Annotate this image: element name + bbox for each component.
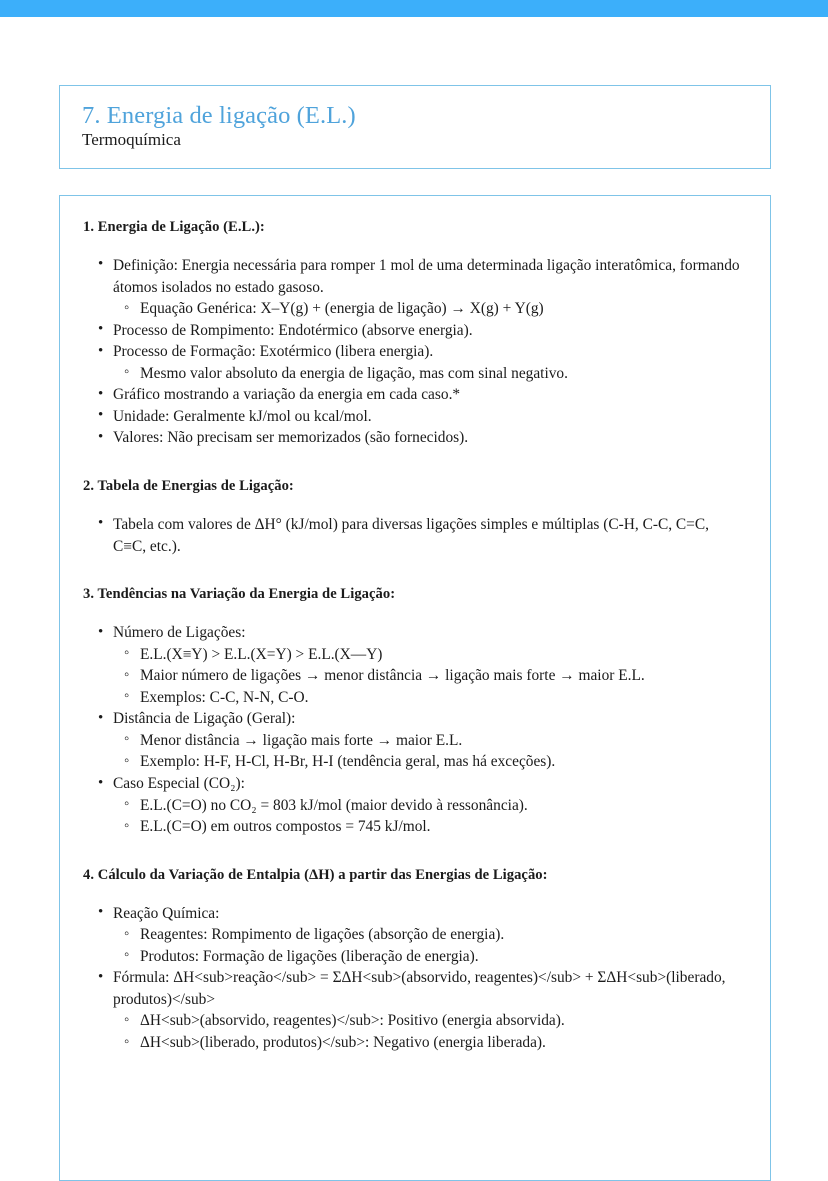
list-item-text: • Gráfico mostrando a variação da energia em cada caso.* — [113, 384, 744, 406]
sections-container — [82, 218, 744, 1054]
list-item — [82, 773, 744, 838]
sub-bullet-list — [113, 298, 744, 320]
list-item — [82, 341, 744, 384]
section-heading: 4. Cálculo da Variação de Entalpia (ΔH) a partir das Energias de Ligação: — [83, 866, 548, 883]
sub-list-item: ◦ ΔH<sub>(absorvido, reagentes)</sub>: Positivo (energia absorvida). — [113, 1010, 744, 1032]
sub-bullet-list — [113, 795, 744, 838]
sub-bullet-list — [113, 644, 744, 709]
bullet-list — [82, 622, 744, 838]
list-item — [82, 320, 744, 342]
sub-list-item: ◦ E.L.(X≡Y) > E.L.(X=Y) > E.L.(X—Y) — [113, 644, 744, 666]
list-item — [82, 406, 744, 428]
list-item-text: • Tabela com valores de ΔH° (kJ/mol) para diversas ligações simples e múltiplas (C-H, C-C, C=C, C≡C, etc.). — [113, 514, 744, 557]
sub-list-item: ◦ E.L.(C=O) no CO₂ = 803 kJ/mol (maior devido à ressonância). — [113, 795, 744, 817]
sub-list-item: ◦ Exemplo: H-F, H-Cl, H-Br, H-I (tendência geral, mas há exceções). — [113, 751, 744, 773]
list-item-text: • Fórmula: ΔH<sub>reação</sub> = ΣΔH<sub>(absorvido, reagentes)</sub> + ΣΔH<sub>(liberado, produtos)</sub> — [113, 967, 744, 1010]
list-item — [82, 384, 744, 406]
list-item — [82, 514, 744, 557]
sub-list-item: ◦ Reagentes: Rompimento de ligações (absorção de energia). — [113, 924, 744, 946]
sub-list-item: ◦ Produtos: Formação de ligações (liberação de energia). — [113, 946, 744, 968]
document-page — [0, 17, 828, 1181]
title-card — [59, 85, 771, 169]
list-item — [82, 708, 744, 773]
sub-list-item: ◦ ΔH<sub>(liberado, produtos)</sub>: Negativo (energia liberada). — [113, 1032, 744, 1054]
list-item — [82, 427, 744, 449]
sub-list-item: ◦ Exemplos: C-C, N-N, C-O. — [113, 687, 744, 709]
list-item-text: • Valores: Não precisam ser memorizados (são fornecidos). — [113, 427, 744, 449]
sub-list-item: ◦ Menor distância → ligação mais forte → maior E.L. — [113, 730, 744, 752]
sub-list-item: ◦ Mesmo valor absoluto da energia de ligação, mas com sinal negativo. — [113, 363, 744, 385]
list-item-text: • Definição: Energia necessária para romper 1 mol de uma determinada ligação interatômica, formando átomos isolados no estado gasoso. — [113, 255, 744, 298]
content-card — [59, 195, 771, 1181]
list-item-text: • Distância de Ligação (Geral): — [113, 708, 744, 730]
top-accent-banner — [0, 0, 828, 17]
list-item-text: • Unidade: Geralmente kJ/mol ou kcal/mol. — [113, 406, 744, 428]
sub-bullet-list — [113, 1010, 744, 1053]
sub-bullet-list — [113, 730, 744, 773]
list-item — [82, 622, 744, 708]
list-item-text: • Processo de Formação: Exotérmico (libera energia). — [113, 341, 744, 363]
sub-bullet-list — [113, 363, 744, 385]
sub-list-item: ◦ Maior número de ligações → menor distância → ligação mais forte → maior E.L. — [113, 665, 744, 687]
page-title: 7. Energia de ligação (E.L.) — [82, 102, 356, 129]
page-subtitle: Termoquímica — [82, 130, 181, 150]
list-item-text: • Caso Especial (CO₂): — [113, 773, 744, 795]
bullet-list — [82, 255, 744, 449]
list-item-text: • Reação Química: — [113, 903, 744, 925]
sub-bullet-list — [113, 924, 744, 967]
list-item-text: • Número de Ligações: — [113, 622, 744, 644]
section-heading: 1. Energia de Ligação (E.L.): — [83, 218, 265, 235]
section-heading: 2. Tabela de Energias de Ligação: — [83, 478, 294, 495]
bullet-list — [82, 514, 744, 557]
bullet-list — [82, 903, 744, 1054]
list-item — [82, 967, 744, 1053]
list-item-text: • Processo de Rompimento: Endotérmico (absorve energia). — [113, 320, 744, 342]
sub-list-item: ◦ E.L.(C=O) em outros compostos = 745 kJ/mol. — [113, 816, 744, 838]
list-item — [82, 255, 744, 320]
sub-list-item: ◦ Equação Genérica: X–Y(g) + (energia de ligação) → X(g) + Y(g) — [113, 298, 744, 320]
list-item — [82, 903, 744, 968]
section-heading: 3. Tendências na Variação da Energia de Ligação: — [83, 586, 396, 603]
